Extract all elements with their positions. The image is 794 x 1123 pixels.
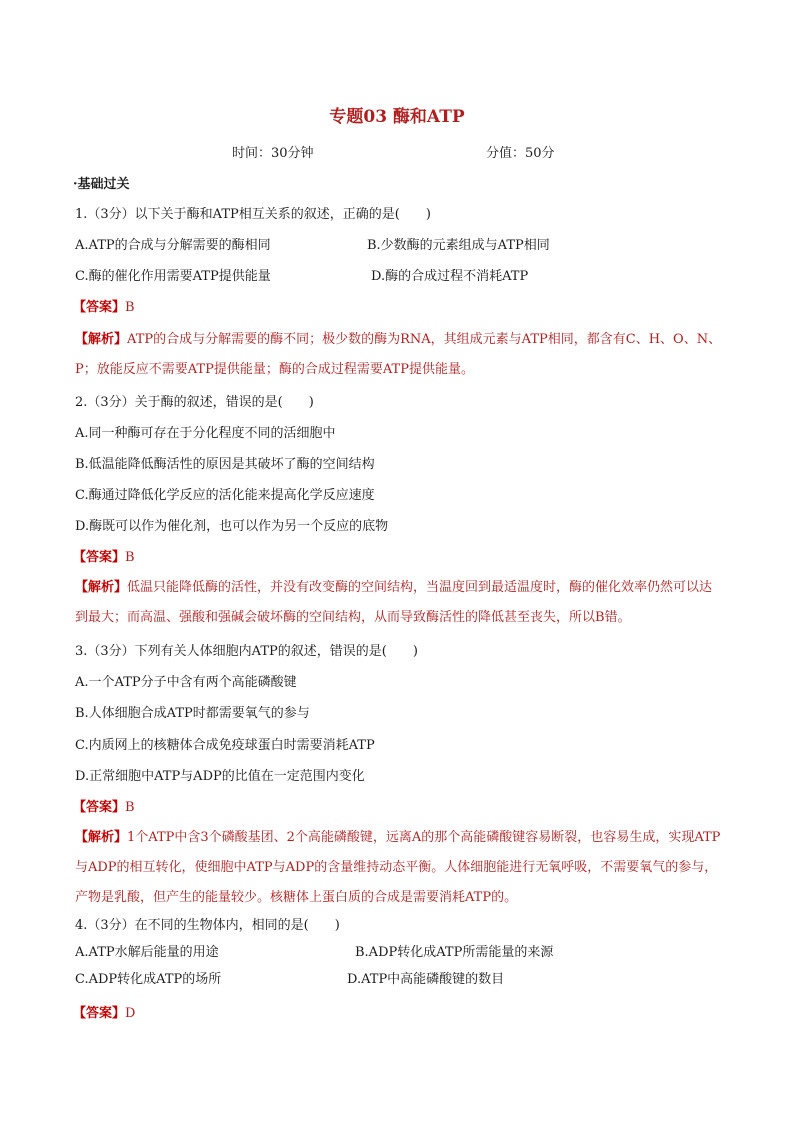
question-4-option-d: D.ATP中高能磷酸键的数目 [347,972,505,987]
question-2-stem: 2.（3分）关于酶的叙述，错误的是( ) [75,395,314,410]
question-1-option-b: B.少数酶的元素组成与ATP相同 [367,238,550,253]
answer-label: 【答案】 [73,800,126,815]
analysis-text: ATP的合成与分解需要的酶不同；极少数的酶为RNA，其组成元素与ATP相同，都含有C、H、O、N、P；放能反应不需要ATP提供能量；酶的合成过程需要ATP提供能量。 [75,332,722,377]
question-1-option-c: C.酶的催化作用需要ATP提供能量 [75,269,271,284]
question-1-option-a: A.ATP的合成与分解需要的酶相同 [75,238,271,253]
question-3-option-a: A.一个ATP分子中含有两个高能磷酸键 [75,675,297,690]
question-3-option-d: D.正常细胞中ATP与ADP的比值在一定范围内变化 [75,769,365,784]
total-score: 分值：50分 [486,146,555,161]
question-3-stem: 3.（3分）下列有关人体细胞内ATP的叙述，错误的是( ) [75,644,418,659]
question-2-analysis [75,573,725,633]
question-2-option-c: C.酶通过降低化学反应的活化能来提高化学反应速度 [75,488,375,503]
time-limit: 时间：30分钟 [232,146,314,161]
question-2-answer [73,549,135,567]
analysis-text: 1个ATP中含3个磷酸基团、2个高能磷酸键，远离A的那个高能磷酸键容易断裂，也容易生成，实现ATP与ADP的相互转化，使细胞中ATP与ADP的含量维持动态平衡。人体细胞能进行无氧呼吸，不需要氧气的参与，产物是乳酸，但产生的能量较少。核糖体上蛋白质的合成是需要消耗ATP的。 [75,830,721,905]
page-title: 专题03 酶和ATP [329,107,465,127]
question-4-option-b: B.ADP转化成ATP所需能量的来源 [355,945,554,960]
question-3-option-c: C.内质网上的核糖体合成免疫球蛋白时需要消耗ATP [75,738,375,753]
analysis-label: 【解析】 [75,580,128,595]
question-2-option-d: D.酶既可以作为催化剂，也可以作为另一个反应的底物 [75,519,389,534]
answer-label: 【答案】 [73,1006,126,1021]
answer-value: B [125,550,135,565]
answer-label: 【答案】 [73,550,126,565]
analysis-text: 低温只能降低酶的活性，并没有改变酶的空间结构，当温度回到最适温度时，酶的催化效率仍然可以达到最大；而高温、强酸和强碱会破坏酶的空间结构，从而导致酶活性的降低甚至丧失，所以B错。 [75,580,713,625]
analysis-label: 【解析】 [75,830,128,845]
question-4-answer [73,1005,135,1023]
question-3-answer [73,799,135,817]
question-1-option-d: D.酶的合成过程不消耗ATP [371,269,529,284]
question-4-option-c: C.ADP转化成ATP的场所 [75,972,222,987]
question-3-option-b: B.人体细胞合成ATP时都需要氧气的参与 [75,706,310,721]
question-1-answer [73,299,135,317]
question-2-option-a: A.同一种酶可存在于分化程度不同的活细胞中 [75,426,336,441]
question-1-analysis [75,325,725,385]
answer-value: B [125,800,135,815]
question-4-stem: 4.（3分）在不同的生物体内，相同的是( ) [75,918,340,933]
question-2-option-b: B.低温能降低酶活性的原因是其破坏了酶的空间结构 [75,457,375,472]
answer-value: D [125,1006,136,1021]
answer-label: 【答案】 [73,300,126,315]
question-1-stem: 1.（3分）以下关于酶和ATP相互关系的叙述，正确的是( ) [75,207,431,222]
section-heading: ·基础过关 [73,177,130,192]
answer-value: B [125,300,135,315]
analysis-label: 【解析】 [75,332,128,347]
question-3-analysis [75,823,725,913]
question-4-option-a: A.ATP水解后能量的用途 [75,945,219,960]
